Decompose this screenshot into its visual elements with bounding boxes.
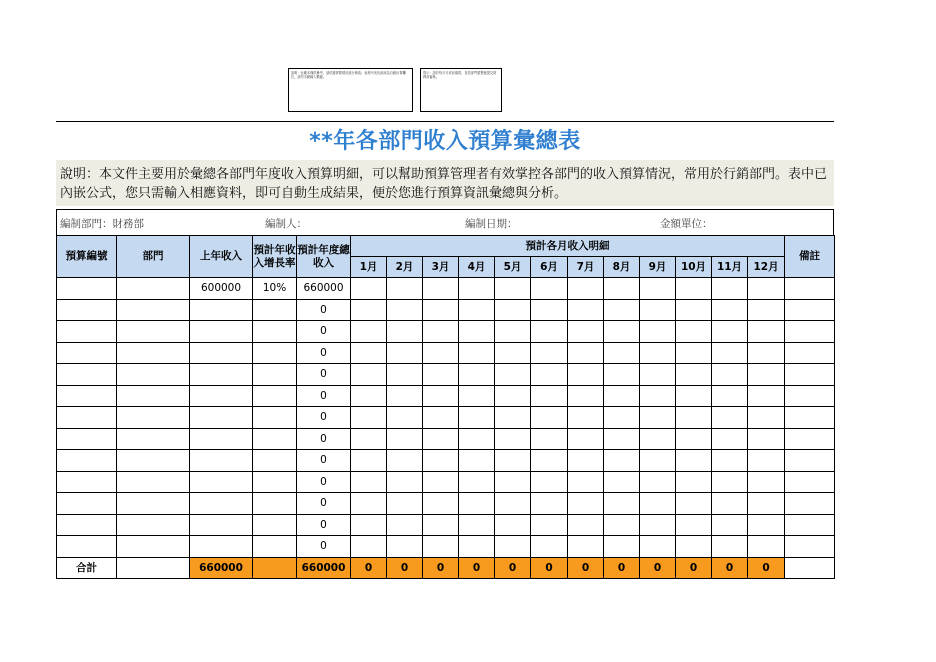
cell-month[interactable] — [640, 493, 676, 515]
cell-dept[interactable] — [117, 278, 190, 300]
cell-month[interactable] — [676, 407, 712, 429]
cell-month[interactable] — [423, 321, 459, 343]
cell-month[interactable] — [712, 364, 748, 386]
cell-month[interactable] — [568, 342, 604, 364]
cell-month[interactable] — [351, 278, 387, 300]
cell-budget-no[interactable] — [57, 407, 117, 429]
cell-growth[interactable] — [253, 536, 297, 558]
cell-month[interactable] — [676, 364, 712, 386]
cell-month[interactable] — [351, 342, 387, 364]
cell-month[interactable] — [459, 385, 495, 407]
cell-month[interactable] — [640, 321, 676, 343]
cell-month[interactable] — [604, 536, 640, 558]
cell-remark[interactable] — [785, 471, 835, 493]
cell-month[interactable] — [748, 407, 785, 429]
total-month: 0 — [676, 557, 712, 578]
cell-last-year[interactable] — [190, 342, 253, 364]
cell-month[interactable] — [748, 342, 785, 364]
cell-month[interactable] — [459, 364, 495, 386]
cell-month[interactable] — [712, 342, 748, 364]
total-month: 0 — [531, 557, 568, 578]
cell-month[interactable] — [495, 321, 531, 343]
page-title: **年各部門收入預算彙總表 — [309, 129, 581, 154]
cell-month[interactable] — [351, 428, 387, 450]
cell-month[interactable] — [712, 493, 748, 515]
cell-month[interactable] — [387, 278, 423, 300]
total-growth — [253, 557, 297, 578]
cell-last-year[interactable] — [190, 450, 253, 472]
cell-last-year[interactable] — [190, 364, 253, 386]
cell-dept[interactable] — [117, 321, 190, 343]
total-annual: 660000 — [297, 557, 351, 578]
cell-month[interactable] — [748, 299, 785, 321]
cell-month[interactable] — [495, 364, 531, 386]
cell-month[interactable] — [640, 471, 676, 493]
col-header-dept: 部門 — [117, 236, 190, 278]
cell-month[interactable] — [351, 407, 387, 429]
cell-month[interactable] — [712, 428, 748, 450]
cell-budget-no[interactable] — [57, 493, 117, 515]
cell-month[interactable] — [748, 321, 785, 343]
cell-month[interactable] — [531, 514, 568, 536]
cell-month[interactable] — [604, 299, 640, 321]
cell-month[interactable] — [568, 299, 604, 321]
table-row — [57, 364, 835, 386]
total-remark — [785, 557, 835, 578]
cell-annual[interactable]: 660000 — [297, 278, 351, 300]
cell-month[interactable] — [531, 407, 568, 429]
col-header-remark: 備註 — [785, 236, 835, 278]
cell-month[interactable] — [351, 514, 387, 536]
cell-annual[interactable]: 0 — [297, 450, 351, 472]
cell-month[interactable] — [640, 342, 676, 364]
meta-date: 編制日期： — [465, 218, 518, 230]
cell-month[interactable] — [712, 321, 748, 343]
cell-month[interactable] — [351, 364, 387, 386]
cell-remark[interactable] — [785, 407, 835, 429]
col-header-monthly-group: 預計各月收入明細 — [351, 236, 785, 257]
cell-month[interactable] — [640, 450, 676, 472]
col-header-month: 3月 — [423, 257, 459, 278]
cell-month[interactable] — [531, 450, 568, 472]
cell-month[interactable] — [423, 364, 459, 386]
total-dept — [117, 557, 190, 578]
cell-dept[interactable] — [117, 385, 190, 407]
cell-growth[interactable] — [253, 299, 297, 321]
meta-row — [56, 209, 834, 235]
cell-month[interactable] — [676, 321, 712, 343]
cell-month[interactable] — [676, 471, 712, 493]
cell-month[interactable] — [604, 278, 640, 300]
col-header-month: 4月 — [459, 257, 495, 278]
cell-remark[interactable] — [785, 385, 835, 407]
cell-month[interactable] — [604, 450, 640, 472]
cell-month[interactable] — [568, 407, 604, 429]
cell-month[interactable] — [495, 514, 531, 536]
cell-growth[interactable] — [253, 321, 297, 343]
cell-month[interactable] — [604, 514, 640, 536]
cell-last-year[interactable] — [190, 514, 253, 536]
cell-annual[interactable]: 0 — [297, 342, 351, 364]
cell-dept[interactable] — [117, 514, 190, 536]
cell-annual[interactable]: 0 — [297, 493, 351, 515]
cell-month[interactable] — [387, 385, 423, 407]
cell-month[interactable] — [351, 493, 387, 515]
cell-month[interactable] — [459, 471, 495, 493]
cell-growth[interactable] — [253, 385, 297, 407]
meta-preparer: 編制人： — [265, 218, 307, 230]
col-header-month: 12月 — [748, 257, 785, 278]
cell-month[interactable] — [604, 321, 640, 343]
cell-dept[interactable] — [117, 450, 190, 472]
cell-month[interactable] — [748, 514, 785, 536]
cell-last-year[interactable] — [190, 407, 253, 429]
cell-month[interactable] — [568, 278, 604, 300]
total-month: 0 — [712, 557, 748, 578]
cell-month[interactable] — [459, 407, 495, 429]
cell-month[interactable] — [676, 536, 712, 558]
cell-month[interactable] — [459, 450, 495, 472]
cell-last-year[interactable] — [190, 493, 253, 515]
cell-month[interactable] — [676, 299, 712, 321]
cell-month[interactable] — [568, 536, 604, 558]
col-header-budget-no: 預算編號 — [57, 236, 117, 278]
cell-month[interactable] — [387, 450, 423, 472]
meta-dept: 編制部門：財務部 — [60, 218, 144, 230]
cell-month[interactable] — [568, 428, 604, 450]
cell-month[interactable] — [712, 471, 748, 493]
total-month: 0 — [351, 557, 387, 578]
cell-month[interactable] — [748, 536, 785, 558]
cell-month[interactable] — [712, 450, 748, 472]
cell-remark[interactable] — [785, 278, 835, 300]
cell-month[interactable] — [531, 385, 568, 407]
meta-unit: 金額單位： — [660, 218, 713, 230]
cell-month[interactable] — [423, 278, 459, 300]
cell-growth[interactable] — [253, 428, 297, 450]
cell-month[interactable] — [531, 471, 568, 493]
col-header-month: 5月 — [495, 257, 531, 278]
note-text-left: 說明：此範本僅供參考，請依據實際情況進行修改；表格中灰色區域為自動計算欄位，請勿手動輸入數據。 — [291, 71, 406, 79]
cell-month[interactable] — [568, 364, 604, 386]
cell-month[interactable] — [604, 428, 640, 450]
cell-dept[interactable] — [117, 299, 190, 321]
cell-month[interactable] — [640, 299, 676, 321]
col-header-month: 9月 — [640, 257, 676, 278]
cell-month[interactable] — [387, 321, 423, 343]
cell-month[interactable] — [387, 299, 423, 321]
cell-annual[interactable]: 0 — [297, 364, 351, 386]
cell-last-year[interactable] — [190, 471, 253, 493]
cell-month[interactable] — [459, 299, 495, 321]
cell-budget-no[interactable] — [57, 471, 117, 493]
description-box: 說明：本文件主要用於彙總各部門年度收入預算明細，可以幫助預算管理者有效掌控各部門的收入預算情況，常用於行銷部門。表中已內嵌公式，您只需輸入相應資料，即可自動生成結果，便於您進行預算資訊彙總與分析。 — [56, 160, 834, 206]
cell-growth[interactable] — [253, 364, 297, 386]
cell-month[interactable] — [604, 342, 640, 364]
cell-month[interactable] — [387, 342, 423, 364]
cell-last-year[interactable] — [190, 536, 253, 558]
cell-month[interactable] — [495, 428, 531, 450]
cell-month[interactable] — [640, 278, 676, 300]
table-row — [57, 278, 835, 300]
cell-month[interactable] — [712, 278, 748, 300]
cell-month[interactable] — [748, 450, 785, 472]
cell-month[interactable] — [387, 536, 423, 558]
total-month: 0 — [459, 557, 495, 578]
cell-dept[interactable] — [117, 493, 190, 515]
cell-last-year[interactable]: 600000 — [190, 278, 253, 300]
note-box-right — [420, 68, 502, 112]
cell-month[interactable] — [676, 514, 712, 536]
cell-month[interactable] — [712, 385, 748, 407]
cell-month[interactable] — [748, 493, 785, 515]
table-row — [57, 385, 835, 407]
cell-remark[interactable] — [785, 342, 835, 364]
cell-annual[interactable]: 0 — [297, 428, 351, 450]
cell-month[interactable] — [387, 428, 423, 450]
cell-month[interactable] — [640, 385, 676, 407]
cell-month[interactable] — [495, 536, 531, 558]
cell-month[interactable] — [604, 385, 640, 407]
header-rule — [56, 121, 834, 122]
cell-budget-no[interactable] — [57, 364, 117, 386]
cell-annual[interactable]: 0 — [297, 385, 351, 407]
cell-month[interactable] — [748, 428, 785, 450]
note-text-right: 提示：請於每月月底前填寫，並依部門彙整後提交財務部審核。 — [423, 71, 497, 79]
cell-month[interactable] — [423, 514, 459, 536]
cell-month[interactable] — [712, 407, 748, 429]
table-row — [57, 514, 835, 536]
cell-month[interactable] — [568, 385, 604, 407]
cell-budget-no[interactable] — [57, 342, 117, 364]
cell-month[interactable] — [423, 428, 459, 450]
cell-growth[interactable] — [253, 471, 297, 493]
cell-month[interactable] — [748, 385, 785, 407]
cell-month[interactable] — [351, 385, 387, 407]
cell-month[interactable] — [568, 493, 604, 515]
col-header-month: 2月 — [387, 257, 423, 278]
cell-month[interactable] — [640, 536, 676, 558]
cell-month[interactable] — [676, 385, 712, 407]
table-row — [57, 428, 835, 450]
cell-remark[interactable] — [785, 321, 835, 343]
cell-remark[interactable] — [785, 428, 835, 450]
total-month: 0 — [423, 557, 459, 578]
cell-month[interactable] — [531, 493, 568, 515]
cell-annual[interactable]: 0 — [297, 407, 351, 429]
cell-dept[interactable] — [117, 471, 190, 493]
table-row — [57, 450, 835, 472]
cell-dept[interactable] — [117, 342, 190, 364]
cell-month[interactable] — [459, 342, 495, 364]
col-header-month: 10月 — [676, 257, 712, 278]
col-header-month: 6月 — [531, 257, 568, 278]
cell-month[interactable] — [712, 299, 748, 321]
cell-month[interactable] — [748, 278, 785, 300]
total-month: 0 — [495, 557, 531, 578]
note-box-left — [288, 68, 413, 112]
cell-month[interactable] — [604, 471, 640, 493]
table-row — [57, 299, 835, 321]
cell-remark[interactable] — [785, 493, 835, 515]
cell-month[interactable] — [748, 471, 785, 493]
cell-month[interactable] — [640, 407, 676, 429]
cell-budget-no[interactable] — [57, 321, 117, 343]
cell-month[interactable] — [640, 364, 676, 386]
cell-month[interactable] — [568, 471, 604, 493]
cell-month[interactable] — [495, 385, 531, 407]
cell-month[interactable] — [495, 407, 531, 429]
table-row — [57, 407, 835, 429]
cell-month[interactable] — [423, 450, 459, 472]
cell-annual[interactable]: 0 — [297, 299, 351, 321]
cell-month[interactable] — [676, 450, 712, 472]
cell-month[interactable] — [423, 342, 459, 364]
cell-month[interactable] — [351, 536, 387, 558]
cell-month[interactable] — [351, 450, 387, 472]
cell-month[interactable] — [640, 514, 676, 536]
col-header-month: 1月 — [351, 257, 387, 278]
cell-month[interactable] — [387, 493, 423, 515]
cell-month[interactable] — [568, 321, 604, 343]
cell-month[interactable] — [712, 536, 748, 558]
table-row — [57, 493, 835, 515]
cell-annual[interactable]: 0 — [297, 536, 351, 558]
total-label: 合計 — [57, 557, 117, 578]
cell-growth[interactable] — [253, 450, 297, 472]
cell-month[interactable] — [423, 299, 459, 321]
cell-month[interactable] — [676, 493, 712, 515]
cell-month[interactable] — [459, 536, 495, 558]
cell-growth[interactable] — [253, 407, 297, 429]
cell-growth[interactable] — [253, 342, 297, 364]
cell-month[interactable] — [459, 514, 495, 536]
cell-last-year[interactable] — [190, 299, 253, 321]
cell-month[interactable] — [495, 450, 531, 472]
cell-budget-no[interactable] — [57, 536, 117, 558]
cell-budget-no[interactable] — [57, 278, 117, 300]
cell-month[interactable] — [604, 364, 640, 386]
cell-month[interactable] — [676, 278, 712, 300]
col-header-growth: 預計年收入增長率 — [253, 236, 297, 278]
cell-month[interactable] — [351, 321, 387, 343]
cell-annual[interactable]: 0 — [297, 471, 351, 493]
table-row — [57, 471, 835, 493]
cell-budget-no[interactable] — [57, 450, 117, 472]
cell-month[interactable] — [640, 428, 676, 450]
col-header-month: 7月 — [568, 257, 604, 278]
cell-month[interactable] — [423, 407, 459, 429]
total-month: 0 — [387, 557, 423, 578]
cell-month[interactable] — [459, 428, 495, 450]
col-header-annual: 預計年度總收入 — [297, 236, 351, 278]
cell-dept[interactable] — [117, 407, 190, 429]
cell-month[interactable] — [531, 364, 568, 386]
cell-budget-no[interactable] — [57, 385, 117, 407]
cell-month[interactable] — [748, 364, 785, 386]
cell-month[interactable] — [531, 536, 568, 558]
cell-last-year[interactable] — [190, 428, 253, 450]
total-last-year: 660000 — [190, 557, 253, 578]
cell-growth[interactable] — [253, 514, 297, 536]
cell-last-year[interactable] — [190, 321, 253, 343]
cell-budget-no[interactable] — [57, 514, 117, 536]
cell-month[interactable] — [531, 321, 568, 343]
cell-month[interactable] — [604, 407, 640, 429]
cell-month[interactable] — [423, 471, 459, 493]
cell-month[interactable] — [423, 385, 459, 407]
cell-month[interactable] — [459, 321, 495, 343]
cell-remark[interactable] — [785, 450, 835, 472]
cell-month[interactable] — [676, 342, 712, 364]
cell-month[interactable] — [351, 471, 387, 493]
table-row — [57, 342, 835, 364]
cell-month[interactable] — [568, 514, 604, 536]
cell-month[interactable] — [387, 364, 423, 386]
cell-annual[interactable]: 0 — [297, 514, 351, 536]
cell-month[interactable] — [459, 278, 495, 300]
cell-month[interactable] — [351, 299, 387, 321]
cell-month[interactable] — [387, 471, 423, 493]
col-header-last-year: 上年收入 — [190, 236, 253, 278]
cell-month[interactable] — [604, 493, 640, 515]
total-month: 0 — [568, 557, 604, 578]
cell-budget-no[interactable] — [57, 299, 117, 321]
cell-remark[interactable] — [785, 514, 835, 536]
total-month: 0 — [748, 557, 785, 578]
cell-annual[interactable]: 0 — [297, 321, 351, 343]
cell-month[interactable] — [495, 493, 531, 515]
table-row — [57, 536, 835, 558]
cell-month[interactable] — [495, 299, 531, 321]
cell-dept[interactable] — [117, 428, 190, 450]
cell-remark[interactable] — [785, 364, 835, 386]
cell-month[interactable] — [387, 514, 423, 536]
budget-table — [56, 235, 835, 579]
cell-month[interactable] — [459, 493, 495, 515]
cell-growth[interactable] — [253, 493, 297, 515]
total-month: 0 — [640, 557, 676, 578]
cell-month[interactable] — [495, 278, 531, 300]
cell-growth[interactable]: 10% — [253, 278, 297, 300]
cell-budget-no[interactable] — [57, 428, 117, 450]
cell-month[interactable] — [495, 342, 531, 364]
col-header-month: 11月 — [712, 257, 748, 278]
cell-month[interactable] — [712, 514, 748, 536]
cell-month[interactable] — [676, 428, 712, 450]
cell-remark[interactable] — [785, 536, 835, 558]
cell-month[interactable] — [531, 342, 568, 364]
total-row — [57, 557, 835, 578]
cell-last-year[interactable] — [190, 385, 253, 407]
table-row — [57, 321, 835, 343]
total-month: 0 — [604, 557, 640, 578]
cell-month[interactable] — [568, 450, 604, 472]
cell-month[interactable] — [423, 493, 459, 515]
col-header-month: 8月 — [604, 257, 640, 278]
cell-month[interactable] — [387, 407, 423, 429]
cell-month[interactable] — [531, 278, 568, 300]
cell-dept[interactable] — [117, 536, 190, 558]
cell-month[interactable] — [531, 428, 568, 450]
cell-month[interactable] — [495, 471, 531, 493]
cell-dept[interactable] — [117, 364, 190, 386]
cell-month[interactable] — [423, 536, 459, 558]
cell-month[interactable] — [531, 299, 568, 321]
cell-remark[interactable] — [785, 299, 835, 321]
